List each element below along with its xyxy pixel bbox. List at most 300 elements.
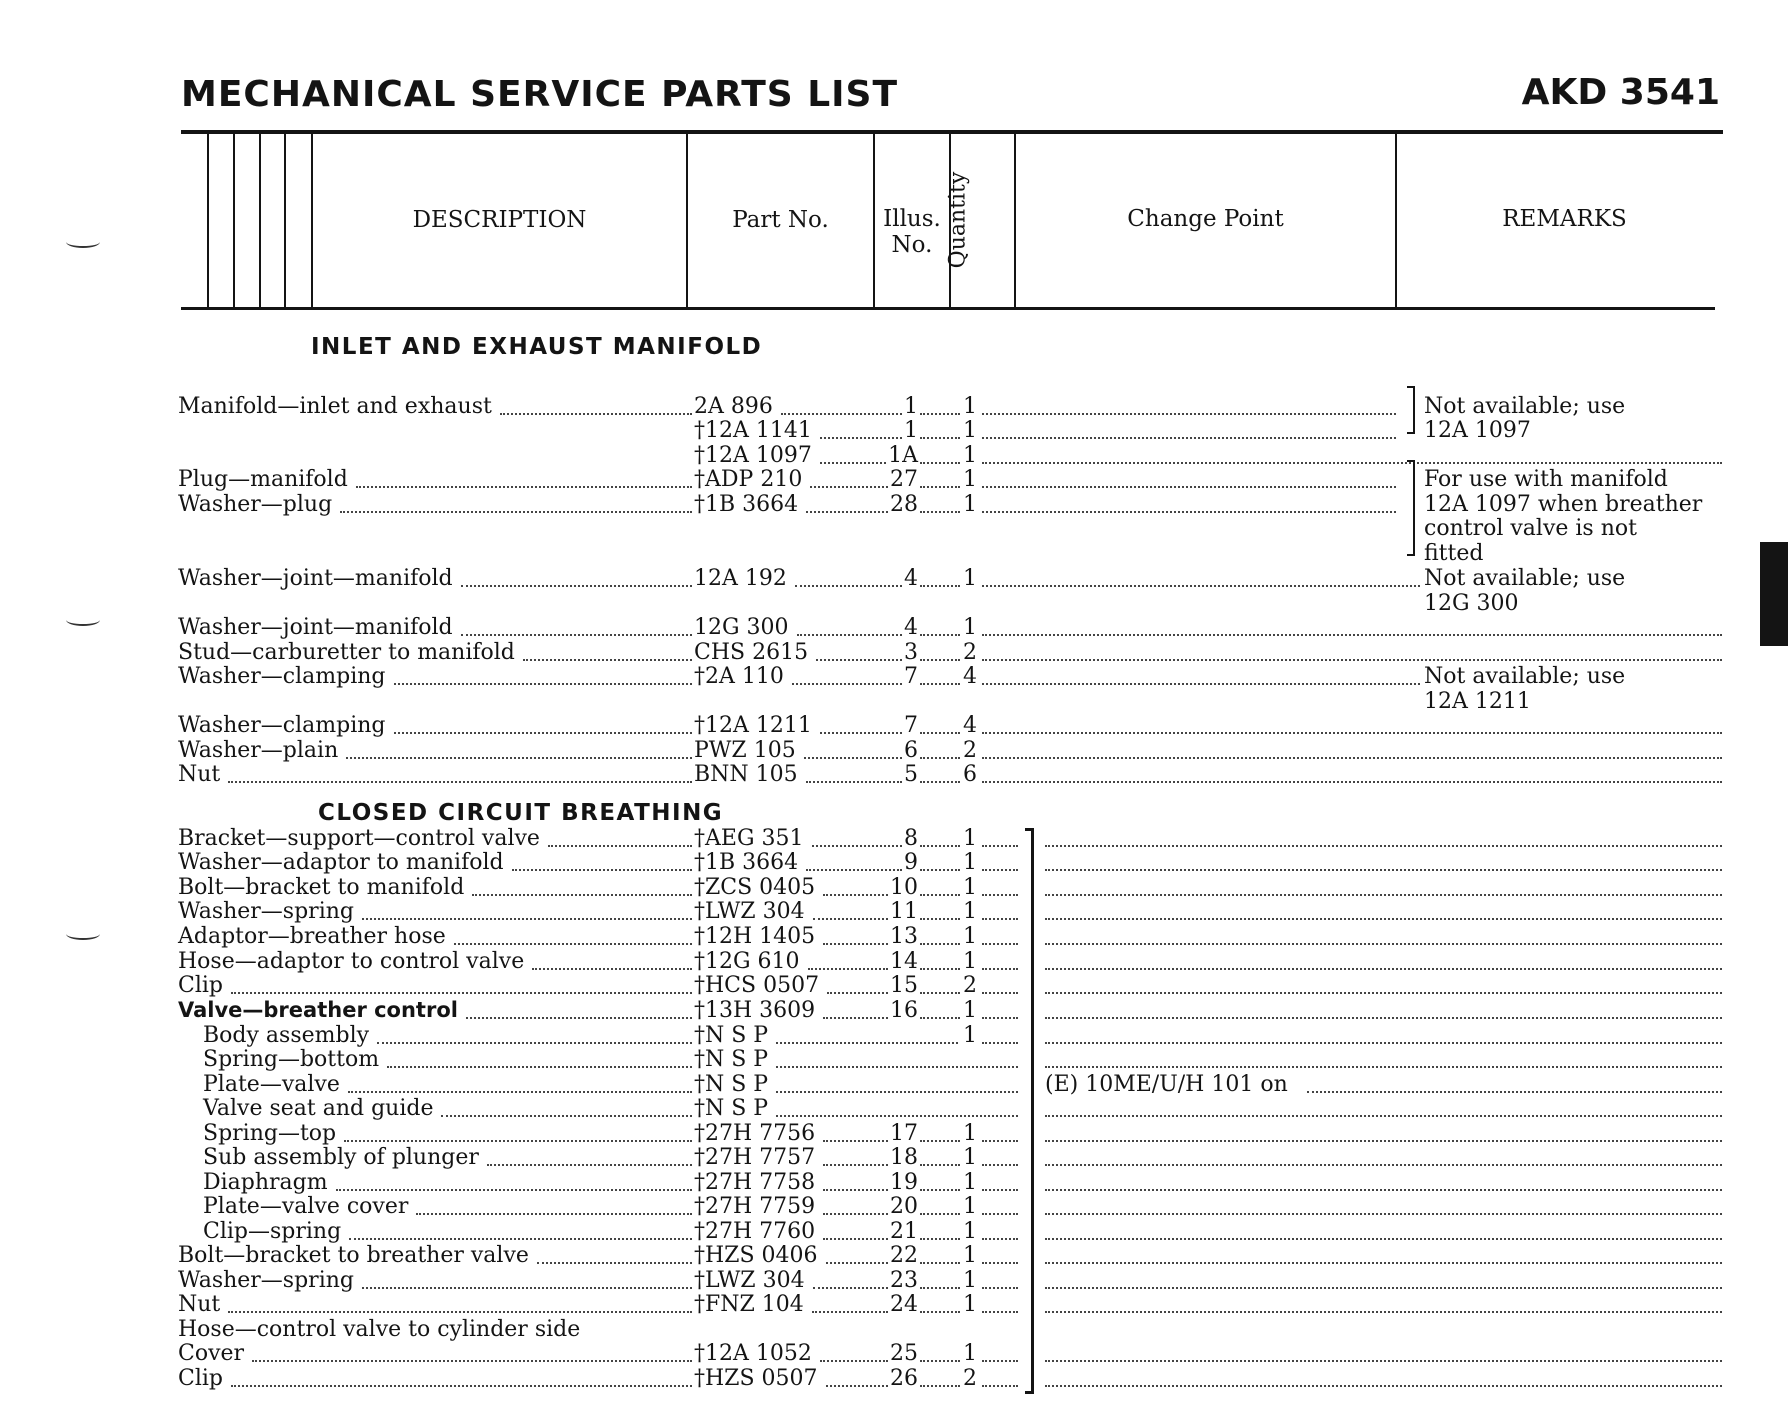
part-number: †LWZ 304 bbox=[694, 1268, 805, 1293]
header-bottom-rule bbox=[181, 307, 1715, 310]
part-description: Cover bbox=[178, 1341, 245, 1366]
part-description: Nut bbox=[178, 1292, 221, 1317]
part-description: Hose—adaptor to control valve bbox=[178, 949, 525, 974]
dot-leader bbox=[982, 1017, 1018, 1019]
dot-leader bbox=[1045, 845, 1722, 847]
dot-leader bbox=[349, 1238, 692, 1240]
dot-leader bbox=[982, 585, 1420, 587]
dot-leader bbox=[228, 1311, 692, 1313]
part-number: †12H 1405 bbox=[694, 924, 816, 949]
quantity-value: 1 bbox=[963, 899, 977, 924]
dot-leader bbox=[441, 1115, 692, 1117]
quantity-value: 1 bbox=[963, 924, 977, 949]
illustration-number: 18 bbox=[890, 1145, 918, 1170]
table-row bbox=[0, 615, 1788, 640]
table-row bbox=[0, 640, 1788, 665]
table-row bbox=[0, 467, 1788, 492]
part-description: Clip bbox=[178, 1366, 223, 1391]
column-header-part-no: Part No. bbox=[732, 207, 829, 233]
dot-leader bbox=[1045, 943, 1722, 945]
table-row bbox=[0, 762, 1788, 787]
table-row bbox=[0, 1072, 1788, 1097]
dot-leader bbox=[776, 1091, 1018, 1093]
dot-leader bbox=[982, 683, 1420, 685]
table-row bbox=[0, 1145, 1788, 1170]
part-description: Nut bbox=[178, 762, 221, 787]
dot-leader bbox=[982, 757, 1722, 759]
dot-leader bbox=[377, 1042, 692, 1044]
part-number: †HCS 0507 bbox=[694, 973, 820, 998]
dot-leader bbox=[982, 1213, 1018, 1215]
part-number: †HZS 0406 bbox=[694, 1243, 818, 1268]
dot-leader bbox=[982, 869, 1018, 871]
part-number: 12A 192 bbox=[694, 566, 787, 591]
dot-leader bbox=[1045, 894, 1722, 896]
dot-leader bbox=[982, 1140, 1018, 1142]
illustration-number: 28 bbox=[890, 492, 918, 517]
part-description: Bolt—bracket to manifold bbox=[178, 875, 465, 900]
dot-leader bbox=[487, 1164, 692, 1166]
quantity-value: 1 bbox=[963, 1341, 977, 1366]
quantity-value: 1 bbox=[963, 1194, 977, 1219]
dot-leader bbox=[1045, 918, 1722, 920]
dot-leader bbox=[920, 486, 960, 488]
dot-leader bbox=[920, 1213, 960, 1215]
remark-bracket bbox=[1407, 460, 1415, 556]
dot-leader bbox=[920, 585, 960, 587]
dot-leader bbox=[808, 968, 888, 970]
quantity-value: 1 bbox=[963, 1292, 977, 1317]
dot-leader bbox=[362, 918, 692, 920]
dot-leader bbox=[982, 1189, 1018, 1191]
dot-leader bbox=[228, 781, 692, 783]
dot-leader bbox=[982, 634, 1722, 636]
quantity-value: 4 bbox=[963, 713, 977, 738]
illustration-number: 8 bbox=[904, 826, 918, 851]
illustration-number: 4 bbox=[904, 566, 918, 591]
dot-leader bbox=[466, 1017, 692, 1019]
dot-leader bbox=[920, 918, 960, 920]
part-description: Manifold—inlet and exhaust bbox=[178, 394, 492, 419]
part-description: Washer—clamping bbox=[178, 664, 386, 689]
dot-leader bbox=[920, 413, 960, 415]
illustration-number: 15 bbox=[890, 973, 918, 998]
quantity-value: 1 bbox=[963, 1219, 977, 1244]
part-description: Washer—joint—manifold bbox=[178, 615, 453, 640]
illustration-number: 20 bbox=[890, 1194, 918, 1219]
illustration-number: 7 bbox=[904, 664, 918, 689]
table-row bbox=[0, 664, 1788, 689]
quantity-value: 1 bbox=[963, 1243, 977, 1268]
dot-leader bbox=[827, 992, 888, 994]
dot-leader bbox=[810, 486, 888, 488]
table-row bbox=[0, 1341, 1788, 1366]
illustration-number: 21 bbox=[890, 1219, 918, 1244]
table-row bbox=[0, 1243, 1788, 1268]
dot-leader bbox=[982, 845, 1018, 847]
table-row bbox=[0, 566, 1788, 591]
quantity-value: 1 bbox=[963, 850, 977, 875]
dot-leader bbox=[1045, 968, 1722, 970]
table-row bbox=[0, 541, 1788, 566]
illustration-number: 19 bbox=[890, 1170, 918, 1195]
dot-leader bbox=[1045, 1213, 1722, 1215]
header-divider bbox=[207, 134, 209, 307]
dot-leader bbox=[1045, 1287, 1722, 1289]
dot-leader bbox=[1045, 1140, 1722, 1142]
quantity-value: 1 bbox=[963, 826, 977, 851]
part-number: †N S P bbox=[694, 1047, 769, 1072]
remark-text: 12G 300 bbox=[1424, 591, 1519, 616]
part-number: †N S P bbox=[694, 1096, 769, 1121]
dot-leader bbox=[982, 1238, 1018, 1240]
illustration-number: 1 bbox=[904, 418, 918, 443]
part-description: Sub assembly of plunger bbox=[203, 1145, 479, 1170]
quantity-value: 1 bbox=[963, 1145, 977, 1170]
dot-leader bbox=[1045, 992, 1722, 994]
table-row bbox=[0, 443, 1788, 468]
header-divider bbox=[233, 134, 235, 307]
quantity-value: 1 bbox=[963, 1121, 977, 1146]
dot-leader bbox=[823, 1189, 888, 1191]
part-number: †12A 1052 bbox=[694, 1341, 812, 1366]
remark-text: control valve is not bbox=[1424, 516, 1637, 541]
illustration-number: 3 bbox=[904, 640, 918, 665]
dot-leader bbox=[920, 1287, 960, 1289]
dot-leader bbox=[820, 462, 886, 464]
remark-text: Not available; use bbox=[1424, 664, 1626, 689]
dot-leader bbox=[362, 1287, 692, 1289]
dot-leader bbox=[812, 1311, 888, 1313]
dot-leader bbox=[920, 511, 960, 513]
table-row bbox=[0, 1292, 1788, 1317]
remark-text: Not available; use bbox=[1424, 566, 1626, 591]
dot-leader bbox=[231, 1385, 692, 1387]
illustration-number: 22 bbox=[890, 1243, 918, 1268]
dot-leader bbox=[394, 732, 692, 734]
dot-leader bbox=[1307, 1091, 1722, 1093]
illustration-number: 23 bbox=[890, 1268, 918, 1293]
table-row bbox=[0, 973, 1788, 998]
table-row bbox=[0, 516, 1788, 541]
part-number: †AEG 351 bbox=[694, 826, 804, 851]
part-description: Bracket—support—control valve bbox=[178, 826, 540, 851]
quantity-value: 1 bbox=[963, 615, 977, 640]
dot-leader bbox=[813, 918, 888, 920]
dot-leader bbox=[356, 486, 692, 488]
dot-leader bbox=[982, 1311, 1018, 1313]
dot-leader bbox=[1045, 1311, 1722, 1313]
document-code: AKD 3541 bbox=[1521, 72, 1720, 113]
header-top-rule bbox=[181, 130, 1723, 134]
dot-leader bbox=[826, 1262, 888, 1264]
dot-leader bbox=[340, 511, 692, 513]
dot-leader bbox=[394, 683, 692, 685]
dot-leader bbox=[1045, 1017, 1722, 1019]
header-divider bbox=[259, 134, 261, 307]
illustration-number: 9 bbox=[904, 850, 918, 875]
dot-leader bbox=[1045, 1262, 1722, 1264]
part-description: Valve—breather control bbox=[178, 998, 458, 1022]
quantity-value: 2 bbox=[963, 973, 977, 998]
remark-text: Not available; use bbox=[1424, 394, 1626, 419]
quantity-value: 2 bbox=[963, 738, 977, 763]
table-row bbox=[0, 924, 1788, 949]
illustration-number: 10 bbox=[890, 875, 918, 900]
part-number: †12A 1141 bbox=[694, 418, 812, 443]
illustration-number: 11 bbox=[890, 899, 918, 924]
dot-leader bbox=[982, 968, 1018, 970]
dot-leader bbox=[920, 732, 960, 734]
dot-leader bbox=[920, 683, 960, 685]
part-description: Clip—spring bbox=[203, 1219, 342, 1244]
part-number: †27H 7760 bbox=[694, 1219, 816, 1244]
dot-leader bbox=[776, 1042, 958, 1044]
illustration-number: 14 bbox=[890, 949, 918, 974]
part-number: †HZS 0507 bbox=[694, 1366, 818, 1391]
table-row bbox=[0, 1219, 1788, 1244]
dot-leader bbox=[1045, 869, 1722, 871]
dot-leader bbox=[252, 1360, 692, 1362]
part-description: Hose—control valve to cylinder side bbox=[178, 1317, 581, 1342]
quantity-value: 1 bbox=[963, 1268, 977, 1293]
dot-leader bbox=[920, 1262, 960, 1264]
dot-leader bbox=[982, 659, 1722, 661]
dot-leader bbox=[920, 1238, 960, 1240]
dot-leader bbox=[920, 968, 960, 970]
part-description: Washer—clamping bbox=[178, 713, 386, 738]
dot-leader bbox=[982, 462, 1722, 464]
column-header-description: DESCRIPTION bbox=[412, 207, 587, 233]
dot-leader bbox=[776, 1115, 1018, 1117]
table-row bbox=[0, 1121, 1788, 1146]
dot-leader bbox=[231, 992, 692, 994]
dot-leader bbox=[823, 943, 888, 945]
dot-leader bbox=[982, 486, 1396, 488]
remark-bracket bbox=[1407, 386, 1415, 434]
table-row bbox=[0, 998, 1788, 1023]
quantity-value: 1 bbox=[963, 418, 977, 443]
part-description: Washer—joint—manifold bbox=[178, 566, 453, 591]
dot-leader bbox=[472, 894, 692, 896]
part-description: Spring—bottom bbox=[203, 1047, 380, 1072]
remark-text: 12A 1211 bbox=[1424, 689, 1531, 714]
dot-leader bbox=[500, 413, 692, 415]
dot-leader bbox=[548, 845, 692, 847]
remark-text: 12A 1097 when breather bbox=[1424, 492, 1703, 517]
dot-leader bbox=[1045, 1189, 1722, 1191]
dot-leader bbox=[512, 869, 692, 871]
quantity-value: 1 bbox=[963, 875, 977, 900]
dot-leader bbox=[920, 757, 960, 759]
binding-mark bbox=[66, 614, 100, 626]
quantity-value: 1 bbox=[963, 949, 977, 974]
illustration-number: 24 bbox=[890, 1292, 918, 1317]
page-edge-tab bbox=[1760, 542, 1788, 646]
dot-leader bbox=[920, 634, 960, 636]
dot-leader bbox=[1045, 1164, 1722, 1166]
dot-leader bbox=[820, 1360, 888, 1362]
part-number: PWZ 105 bbox=[694, 738, 796, 763]
remark-text: 12A 1097 bbox=[1424, 418, 1531, 443]
part-number: BNN 105 bbox=[694, 762, 798, 787]
part-description: Plate—valve cover bbox=[203, 1194, 409, 1219]
dot-leader bbox=[982, 437, 1396, 439]
part-number: 2A 896 bbox=[694, 394, 773, 419]
part-description: Washer—spring bbox=[178, 899, 354, 924]
dot-leader bbox=[982, 918, 1018, 920]
dot-leader bbox=[461, 634, 692, 636]
dot-leader bbox=[982, 992, 1018, 994]
dot-leader bbox=[920, 437, 960, 439]
dot-leader bbox=[982, 413, 1396, 415]
remark-text: fitted bbox=[1424, 541, 1484, 566]
dot-leader bbox=[344, 1140, 692, 1142]
change-point-bracket bbox=[1025, 828, 1034, 1394]
illustration-number: 17 bbox=[890, 1121, 918, 1146]
part-number: †12A 1097 bbox=[694, 443, 812, 468]
dot-leader bbox=[1045, 1115, 1722, 1117]
dot-leader bbox=[982, 511, 1396, 513]
quantity-value: 2 bbox=[963, 1366, 977, 1391]
part-description: Diaphragm bbox=[203, 1170, 328, 1195]
dot-leader bbox=[920, 1360, 960, 1362]
part-number: †27H 7759 bbox=[694, 1194, 816, 1219]
part-number: †2A 110 bbox=[694, 664, 784, 689]
dot-leader bbox=[387, 1066, 692, 1068]
part-number: †12A 1211 bbox=[694, 713, 812, 738]
part-description: Washer—spring bbox=[178, 1268, 354, 1293]
dot-leader bbox=[823, 1238, 888, 1240]
quantity-value: 1 bbox=[963, 467, 977, 492]
part-description: Stud—carburetter to manifold bbox=[178, 640, 515, 665]
dot-leader bbox=[982, 1360, 1018, 1362]
section-heading: INLET AND EXHAUST MANIFOLD bbox=[311, 334, 763, 360]
table-row bbox=[0, 492, 1788, 517]
dot-leader bbox=[454, 943, 692, 945]
dot-leader bbox=[982, 1385, 1018, 1387]
part-description: Washer—plain bbox=[178, 738, 339, 763]
dot-leader bbox=[1045, 1360, 1722, 1362]
page-title: MECHANICAL SERVICE PARTS LIST bbox=[181, 74, 899, 115]
part-number: †N S P bbox=[694, 1023, 769, 1048]
dot-leader bbox=[823, 1017, 888, 1019]
section-heading: CLOSED CIRCUIT BREATHING bbox=[318, 800, 724, 826]
part-number: †12G 610 bbox=[694, 949, 800, 974]
quantity-value: 1 bbox=[963, 1023, 977, 1048]
dot-leader bbox=[336, 1189, 692, 1191]
part-number: †LWZ 304 bbox=[694, 899, 805, 924]
illustration-number: 25 bbox=[890, 1341, 918, 1366]
illustration-number: 5 bbox=[904, 762, 918, 787]
quantity-value: 1 bbox=[963, 1170, 977, 1195]
change-point-text: (E) 10ME/U/H 101 on bbox=[1045, 1072, 1288, 1097]
part-number: 12G 300 bbox=[694, 615, 789, 640]
dot-leader bbox=[920, 659, 960, 661]
table-row bbox=[0, 418, 1788, 443]
part-number: †1B 3664 bbox=[694, 492, 799, 517]
dot-leader bbox=[1045, 1238, 1722, 1240]
illustration-number: 13 bbox=[890, 924, 918, 949]
part-number: †N S P bbox=[694, 1072, 769, 1097]
part-description: Adaptor—breather hose bbox=[178, 924, 446, 949]
dot-leader bbox=[982, 1262, 1018, 1264]
dot-leader bbox=[920, 992, 960, 994]
illustration-number: 26 bbox=[890, 1366, 918, 1391]
table-row bbox=[0, 875, 1788, 900]
dot-leader bbox=[920, 1164, 960, 1166]
quantity-value: 1 bbox=[963, 443, 977, 468]
dot-leader bbox=[982, 1164, 1018, 1166]
quantity-value: 1 bbox=[963, 998, 977, 1023]
dot-leader bbox=[982, 943, 1018, 945]
dot-leader bbox=[982, 1042, 1018, 1044]
column-header-remarks: REMARKS bbox=[1502, 206, 1627, 232]
dot-leader bbox=[826, 1385, 888, 1387]
part-description: Plate—valve bbox=[203, 1072, 340, 1097]
dot-leader bbox=[920, 1311, 960, 1313]
dot-leader bbox=[1045, 1066, 1722, 1068]
table-row bbox=[0, 1366, 1788, 1391]
dot-leader bbox=[920, 894, 960, 896]
dot-leader bbox=[461, 585, 692, 587]
part-number: †27H 7758 bbox=[694, 1170, 816, 1195]
part-number: †ZCS 0405 bbox=[694, 875, 816, 900]
dot-leader bbox=[813, 1287, 888, 1289]
dot-leader bbox=[806, 511, 888, 513]
column-header-change-point: Change Point bbox=[1127, 206, 1284, 232]
dot-leader bbox=[823, 1164, 888, 1166]
dot-leader bbox=[920, 943, 960, 945]
table-row bbox=[0, 1170, 1788, 1195]
dot-leader bbox=[823, 1213, 888, 1215]
remark-text: For use with manifold bbox=[1424, 467, 1668, 492]
part-number: †27H 7757 bbox=[694, 1145, 816, 1170]
dot-leader bbox=[537, 1262, 692, 1264]
part-description: Clip bbox=[178, 973, 223, 998]
dot-leader bbox=[920, 845, 960, 847]
dot-leader bbox=[1045, 1042, 1722, 1044]
illustration-number: 27 bbox=[890, 467, 918, 492]
dot-leader bbox=[920, 1385, 960, 1387]
table-row bbox=[0, 826, 1788, 851]
dot-leader bbox=[982, 781, 1722, 783]
part-description: Plug—manifold bbox=[178, 467, 348, 492]
table-row bbox=[0, 1047, 1788, 1072]
part-number: †13H 3609 bbox=[694, 998, 816, 1023]
table-row bbox=[0, 899, 1788, 924]
dot-leader bbox=[348, 1091, 692, 1093]
illustration-number: 16 bbox=[890, 998, 918, 1023]
dot-leader bbox=[920, 781, 960, 783]
table-row bbox=[0, 949, 1788, 974]
illustration-number: 4 bbox=[904, 615, 918, 640]
column-header-illus-no: Illus. No. bbox=[883, 206, 941, 258]
dot-leader bbox=[982, 1287, 1018, 1289]
dot-leader bbox=[920, 1189, 960, 1191]
table-row bbox=[0, 1096, 1788, 1121]
part-description: Spring—top bbox=[203, 1121, 337, 1146]
part-description: Washer—adaptor to manifold bbox=[178, 850, 504, 875]
dot-leader bbox=[523, 659, 692, 661]
table-row bbox=[0, 1268, 1788, 1293]
dot-leader bbox=[920, 462, 960, 464]
part-number: †27H 7756 bbox=[694, 1121, 816, 1146]
dot-leader bbox=[920, 1017, 960, 1019]
illustration-number: 6 bbox=[904, 738, 918, 763]
binding-mark bbox=[66, 928, 100, 940]
table-row bbox=[0, 1317, 1788, 1342]
